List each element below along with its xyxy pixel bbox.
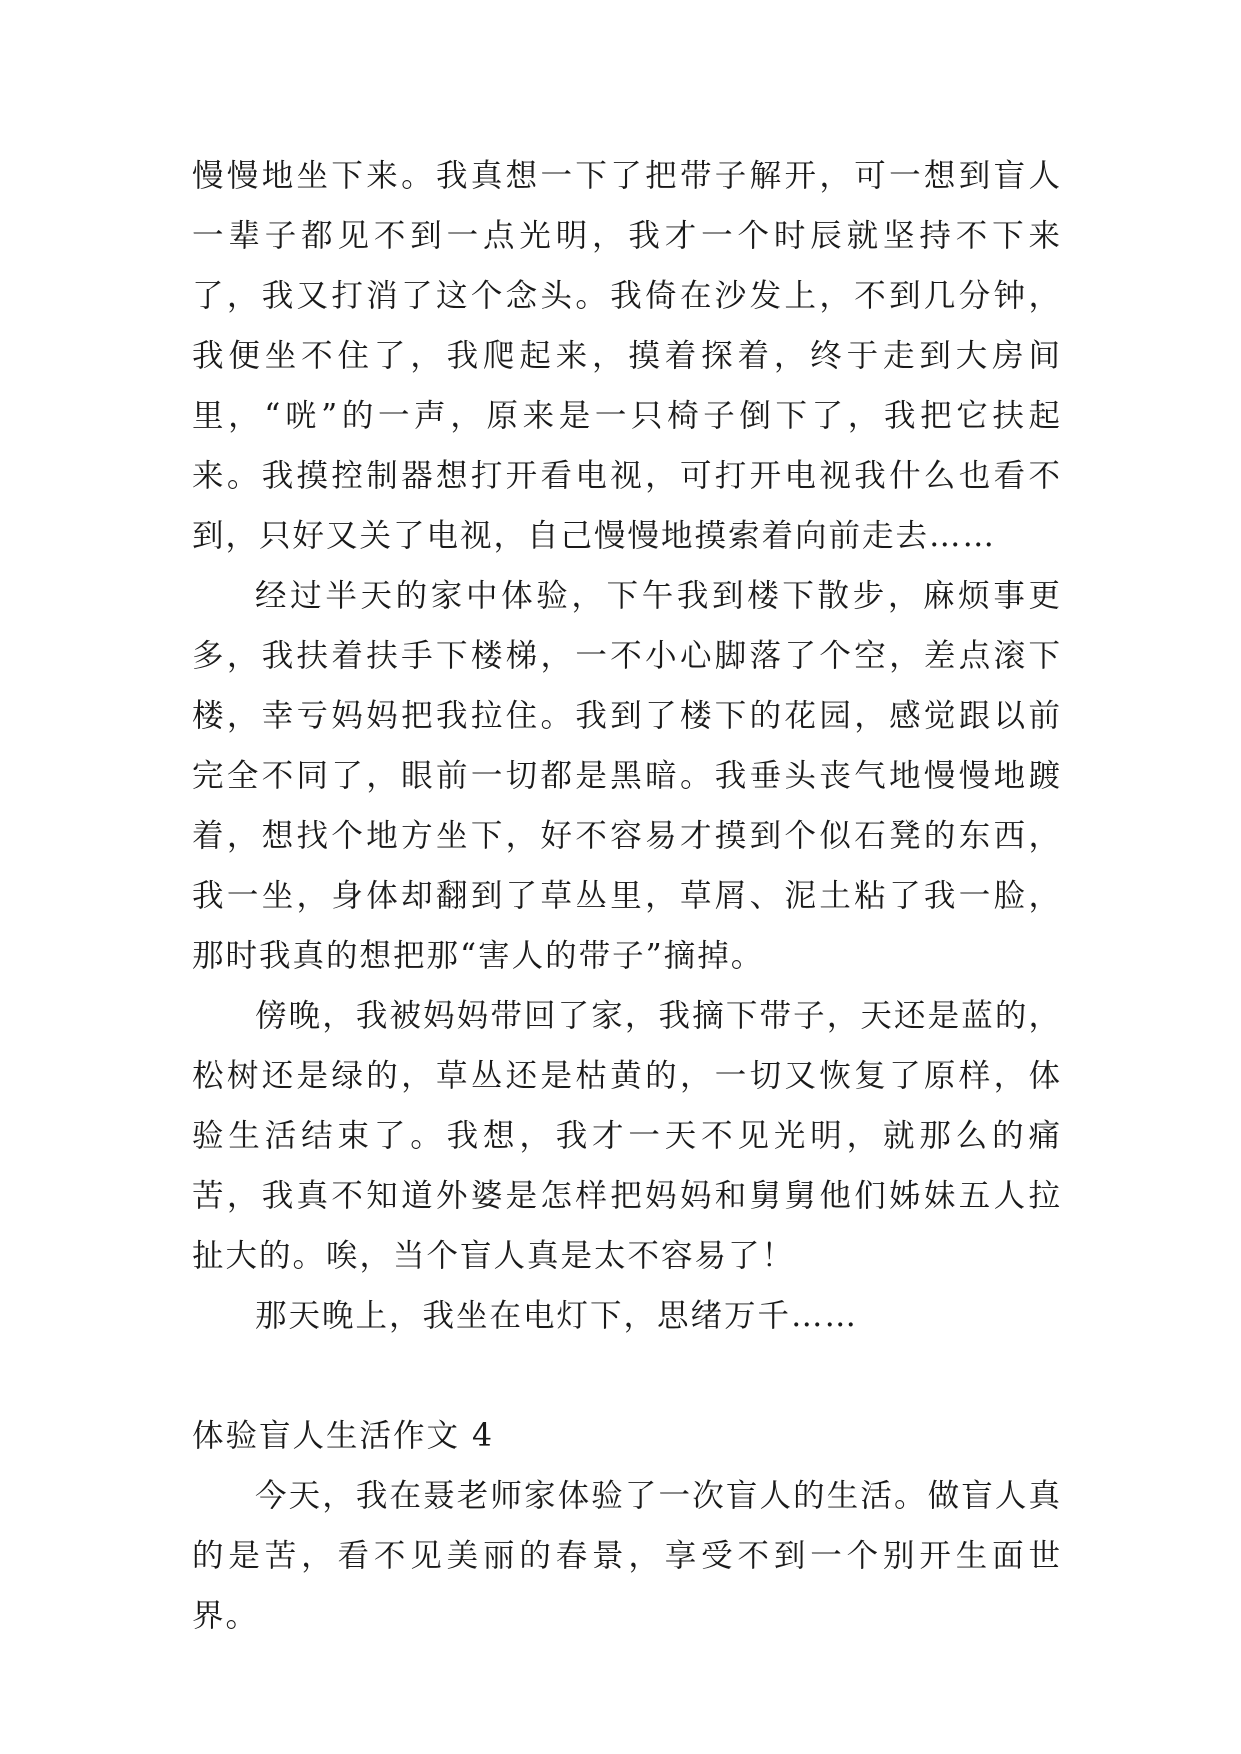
section-title: 体验盲人生活作文 4 [192,1418,495,1454]
document-page [192,146,1062,1646]
section-spacer [192,1346,1062,1406]
paragraph: 今天，我在聂老师家体验了一次盲人的生活。做盲人真的是苦，看不见美丽的春景，享受不到一个别开生面世界。 [192,1478,1062,1634]
paragraph: 傍晚，我被妈妈带回了家，我摘下带子，天还是蓝的，松树还是绿的，草丛还是枯黄的，一切又恢复了原样，体验生活结束了。我想，我才一天不见光明，就那么的痛苦，我真不知道外婆是怎样把妈妈和舅舅他们姊妹五人拉扯大的。唉，当个盲人真是太不容易了！ [192,998,1062,1274]
paragraph: 那天晚上，我坐在电灯下，思绪万千…… [255,1298,859,1334]
paragraph: 经过半天的家中体验，下午我到楼下散步，麻烦事更多，我扶着扶手下楼梯，一不小心脚落了个空，差点滚下楼，幸亏妈妈把我拉住。我到了楼下的花园，感觉跟以前完全不同了，眼前一切都是黑暗。我垂头丧气地慢慢地踱着，想找个地方坐下，好不容易才摸到个似石凳的东西，我一坐，身体却翻到了草丛里，草屑、泥土粘了我一脸，那时我真的想把那“害人的带子”摘掉。 [192,578,1062,974]
paragraph-continued: 慢慢地坐下来。我真想一下了把带子解开，可一想到盲人一辈子都见不到一点光明，我才一个时辰就坚持不下来了，我又打消了这个念头。我倚在沙发上，不到几分钟，我便坐不住了，我爬起来，摸着探着，终于走到大房间里，“咣”的一声，原来是一只椅子倒下了，我把它扶起来。我摸控制器想打开看电视，可打开电视我什么也看不到，只好又关了电视，自己慢慢地摸索着向前走去…… [192,158,1062,554]
